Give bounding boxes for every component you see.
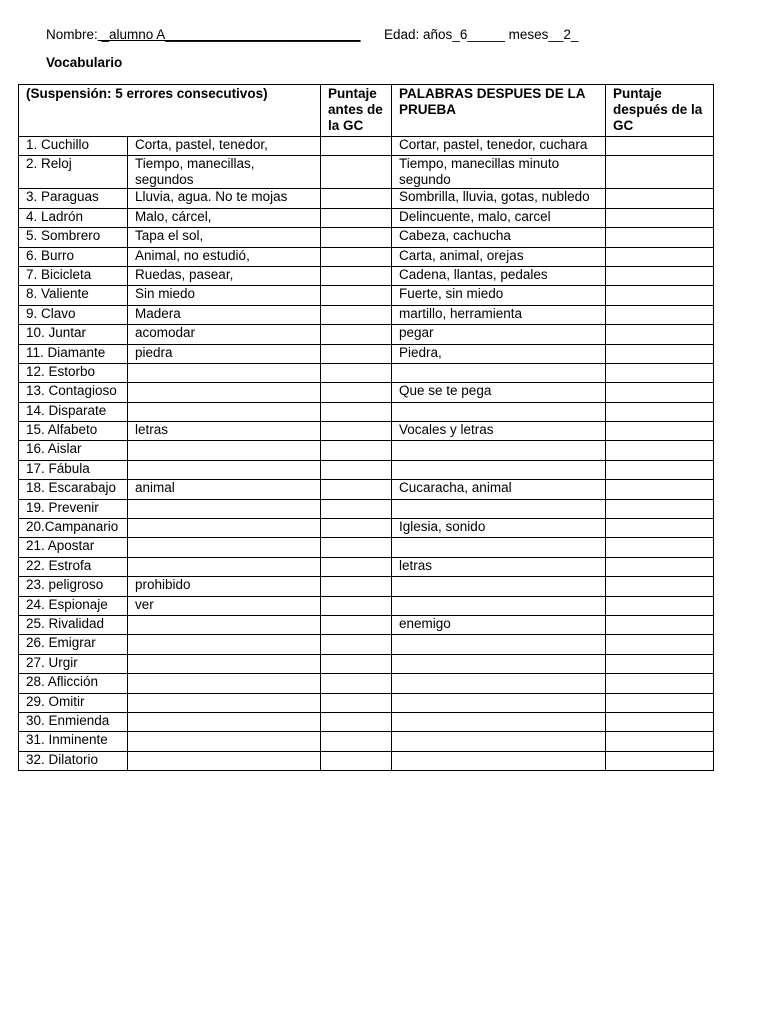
cell-after: [392, 712, 606, 731]
cell-before: acomodar: [128, 325, 321, 344]
table-row: [19, 538, 714, 557]
table-row: [19, 519, 714, 538]
cell-after: Cadena, llantas, pedales: [392, 266, 606, 285]
cell-word: 1. Cuchillo: [19, 137, 128, 156]
table-row: [19, 189, 714, 208]
table-row: [19, 286, 714, 305]
cell-score-before: [321, 654, 392, 673]
cell-before: Ruedas, pasear,: [128, 266, 321, 285]
cell-score-after: [606, 519, 714, 538]
cell-word: 12. Estorbo: [19, 363, 128, 382]
cell-word: 29. Omitir: [19, 693, 128, 712]
section-title: Vocabulario: [46, 55, 123, 70]
cell-word: 23. peligroso: [19, 577, 128, 596]
cell-score-after: [606, 422, 714, 441]
cell-word: 5. Sombrero: [19, 228, 128, 247]
cell-after: Tiempo, manecillas minuto segundo: [392, 156, 606, 189]
cell-word: 19. Prevenir: [19, 499, 128, 518]
cell-word: 24. Espionaje: [19, 596, 128, 615]
cell-after: [392, 441, 606, 460]
table-row: [19, 344, 714, 363]
cell-score-before: [321, 363, 392, 382]
cell-before: [128, 402, 321, 421]
cell-before: [128, 538, 321, 557]
edad-years: _6_____: [452, 27, 505, 42]
table-row: [19, 460, 714, 479]
cell-word: 6. Burro: [19, 247, 128, 266]
cell-word: 20.Campanario: [19, 519, 128, 538]
cell-after: Sombrilla, lluvia, gotas, nubledo: [392, 189, 606, 208]
table-body: [19, 137, 714, 771]
cell-after: [392, 654, 606, 673]
cell-after: [392, 460, 606, 479]
cell-score-after: [606, 693, 714, 712]
cell-score-after: [606, 286, 714, 305]
cell-score-after: [606, 732, 714, 751]
cell-after: [392, 577, 606, 596]
table-row: [19, 480, 714, 499]
table-row: [19, 557, 714, 576]
cell-before: Madera: [128, 305, 321, 324]
cell-score-after: [606, 674, 714, 693]
header-puntaje-despues: Puntaje después de la GC: [606, 85, 714, 137]
table-row: [19, 305, 714, 324]
cell-word: 18. Escarabajo: [19, 480, 128, 499]
cell-word: 14. Disparate: [19, 402, 128, 421]
cell-score-after: [606, 557, 714, 576]
table-row: [19, 751, 714, 770]
cell-score-before: [321, 189, 392, 208]
cell-score-before: [321, 460, 392, 479]
meses-label: meses: [504, 27, 549, 42]
cell-score-before: [321, 137, 392, 156]
cell-word: 32. Dilatorio: [19, 751, 128, 770]
cell-score-after: [606, 137, 714, 156]
cell-after: Fuerte, sin miedo: [392, 286, 606, 305]
cell-word: 26. Emigrar: [19, 635, 128, 654]
cell-word: 10. Juntar: [19, 325, 128, 344]
cell-score-before: [321, 615, 392, 634]
cell-before: [128, 460, 321, 479]
cell-score-after: [606, 538, 714, 557]
cell-word: 21. Apostar: [19, 538, 128, 557]
cell-before: [128, 732, 321, 751]
cell-before: [128, 519, 321, 538]
cell-after: [392, 402, 606, 421]
cell-word: 31. Inminente: [19, 732, 128, 751]
cell-before: Corta, pastel, tenedor,: [128, 137, 321, 156]
table-row: [19, 596, 714, 615]
cell-word: 13. Contagioso: [19, 383, 128, 402]
cell-after: [392, 674, 606, 693]
cell-score-after: [606, 751, 714, 770]
cell-score-after: [606, 635, 714, 654]
cell-after: Cucaracha, animal: [392, 480, 606, 499]
cell-score-after: [606, 156, 714, 189]
cell-score-before: [321, 538, 392, 557]
cell-after: [392, 596, 606, 615]
cell-score-before: [321, 577, 392, 596]
cell-word: 3. Paraguas: [19, 189, 128, 208]
cell-after: Vocales y letras: [392, 422, 606, 441]
cell-after: pegar: [392, 325, 606, 344]
cell-score-before: [321, 325, 392, 344]
cell-after: Piedra,: [392, 344, 606, 363]
cell-after: Cortar, pastel, tenedor, cuchara: [392, 137, 606, 156]
cell-score-after: [606, 499, 714, 518]
cell-after: Que se te pega: [392, 383, 606, 402]
cell-score-before: [321, 519, 392, 538]
table-row: [19, 228, 714, 247]
cell-score-after: [606, 712, 714, 731]
nombre-line: [46, 27, 361, 42]
cell-before: [128, 712, 321, 731]
cell-after: [392, 538, 606, 557]
cell-before: [128, 751, 321, 770]
table-row: [19, 247, 714, 266]
cell-score-before: [321, 693, 392, 712]
cell-score-after: [606, 383, 714, 402]
cell-before: piedra: [128, 344, 321, 363]
table-row: [19, 208, 714, 227]
cell-after: [392, 363, 606, 382]
cell-before: [128, 693, 321, 712]
cell-before: [128, 674, 321, 693]
cell-before: Lluvia, agua. No te mojas: [128, 189, 321, 208]
cell-before: Animal, no estudió,: [128, 247, 321, 266]
cell-word: 30. Enmienda: [19, 712, 128, 731]
cell-score-after: [606, 596, 714, 615]
cell-word: 16. Aislar: [19, 441, 128, 460]
cell-before: [128, 635, 321, 654]
meses-value: __2_: [548, 27, 579, 42]
cell-after: [392, 693, 606, 712]
cell-score-after: [606, 402, 714, 421]
table-row: [19, 732, 714, 751]
cell-before: [128, 499, 321, 518]
table-row: [19, 674, 714, 693]
table-row: [19, 383, 714, 402]
cell-before: [128, 383, 321, 402]
cell-score-before: [321, 596, 392, 615]
cell-score-before: [321, 732, 392, 751]
table-row: [19, 441, 714, 460]
cell-score-before: [321, 156, 392, 189]
cell-score-after: [606, 654, 714, 673]
edad-line: [384, 27, 578, 42]
cell-after: [392, 499, 606, 518]
table-row: [19, 499, 714, 518]
cell-score-after: [606, 266, 714, 285]
cell-score-after: [606, 460, 714, 479]
cell-score-before: [321, 247, 392, 266]
cell-score-before: [321, 266, 392, 285]
cell-score-before: [321, 674, 392, 693]
cell-score-before: [321, 751, 392, 770]
cell-score-before: [321, 499, 392, 518]
cell-score-after: [606, 189, 714, 208]
cell-word: 9. Clavo: [19, 305, 128, 324]
cell-after: Iglesia, sonido: [392, 519, 606, 538]
cell-before: [128, 441, 321, 460]
cell-score-before: [321, 712, 392, 731]
cell-score-after: [606, 480, 714, 499]
table-row: [19, 712, 714, 731]
cell-before: [128, 557, 321, 576]
cell-after: Carta, animal, orejas: [392, 247, 606, 266]
cell-word: 17. Fábula: [19, 460, 128, 479]
cell-word: 22. Estrofa: [19, 557, 128, 576]
cell-before: prohibido: [128, 577, 321, 596]
header-palabras-despues: PALABRAS DESPUES DE LA PRUEBA: [392, 85, 606, 137]
cell-before: Tiempo, manecillas, segundos: [128, 156, 321, 189]
cell-before: [128, 363, 321, 382]
table-row: [19, 363, 714, 382]
edad-label: Edad: años: [384, 27, 453, 42]
table-row: [19, 577, 714, 596]
nombre-label: Nombre:: [46, 27, 98, 42]
cell-word: 28. Aflicción: [19, 674, 128, 693]
cell-score-before: [321, 557, 392, 576]
cell-word: 15. Alfabeto: [19, 422, 128, 441]
cell-score-before: [321, 441, 392, 460]
cell-before: ver: [128, 596, 321, 615]
cell-score-before: [321, 635, 392, 654]
cell-word: 8. Valiente: [19, 286, 128, 305]
cell-score-after: [606, 577, 714, 596]
table-row: [19, 422, 714, 441]
cell-score-before: [321, 480, 392, 499]
cell-after: letras: [392, 557, 606, 576]
cell-score-after: [606, 344, 714, 363]
cell-after: enemigo: [392, 615, 606, 634]
cell-word: 27. Urgir: [19, 654, 128, 673]
table-row: [19, 325, 714, 344]
table-header-row: [19, 85, 714, 137]
cell-before: letras: [128, 422, 321, 441]
cell-score-before: [321, 208, 392, 227]
vocabulary-table: [18, 84, 714, 771]
cell-word: 2. Reloj: [19, 156, 128, 189]
cell-score-after: [606, 208, 714, 227]
cell-after: Cabeza, cachucha: [392, 228, 606, 247]
cell-before: Malo, cárcel,: [128, 208, 321, 227]
table-row: [19, 156, 714, 189]
cell-before: [128, 615, 321, 634]
cell-word: 7. Bicicleta: [19, 266, 128, 285]
cell-score-after: [606, 441, 714, 460]
table-row: [19, 654, 714, 673]
cell-after: martillo, herramienta: [392, 305, 606, 324]
cell-score-before: [321, 402, 392, 421]
cell-word: 25. Rivalidad: [19, 615, 128, 634]
cell-score-after: [606, 325, 714, 344]
cell-after: [392, 751, 606, 770]
cell-score-after: [606, 228, 714, 247]
cell-score-before: [321, 305, 392, 324]
cell-score-after: [606, 305, 714, 324]
table-row: [19, 266, 714, 285]
header-puntaje-antes: Puntaje antes de la GC: [321, 85, 392, 137]
cell-score-after: [606, 615, 714, 634]
cell-before: Tapa el sol,: [128, 228, 321, 247]
header-suspension: (Suspensión: 5 errores consecutivos): [19, 85, 321, 137]
table-row: [19, 137, 714, 156]
cell-after: [392, 635, 606, 654]
table-row: [19, 402, 714, 421]
table-row: [19, 693, 714, 712]
cell-after: [392, 732, 606, 751]
cell-before: Sin miedo: [128, 286, 321, 305]
cell-word: 4. Ladrón: [19, 208, 128, 227]
table-row: [19, 635, 714, 654]
cell-score-after: [606, 363, 714, 382]
nombre-value: _alumno A__________________________: [97, 27, 361, 42]
cell-after: Delincuente, malo, carcel: [392, 208, 606, 227]
cell-score-before: [321, 383, 392, 402]
table-row: [19, 615, 714, 634]
cell-before: animal: [128, 480, 321, 499]
cell-score-before: [321, 286, 392, 305]
cell-before: [128, 654, 321, 673]
cell-score-before: [321, 228, 392, 247]
cell-score-before: [321, 422, 392, 441]
cell-score-after: [606, 247, 714, 266]
cell-score-before: [321, 344, 392, 363]
cell-word: 11. Diamante: [19, 344, 128, 363]
